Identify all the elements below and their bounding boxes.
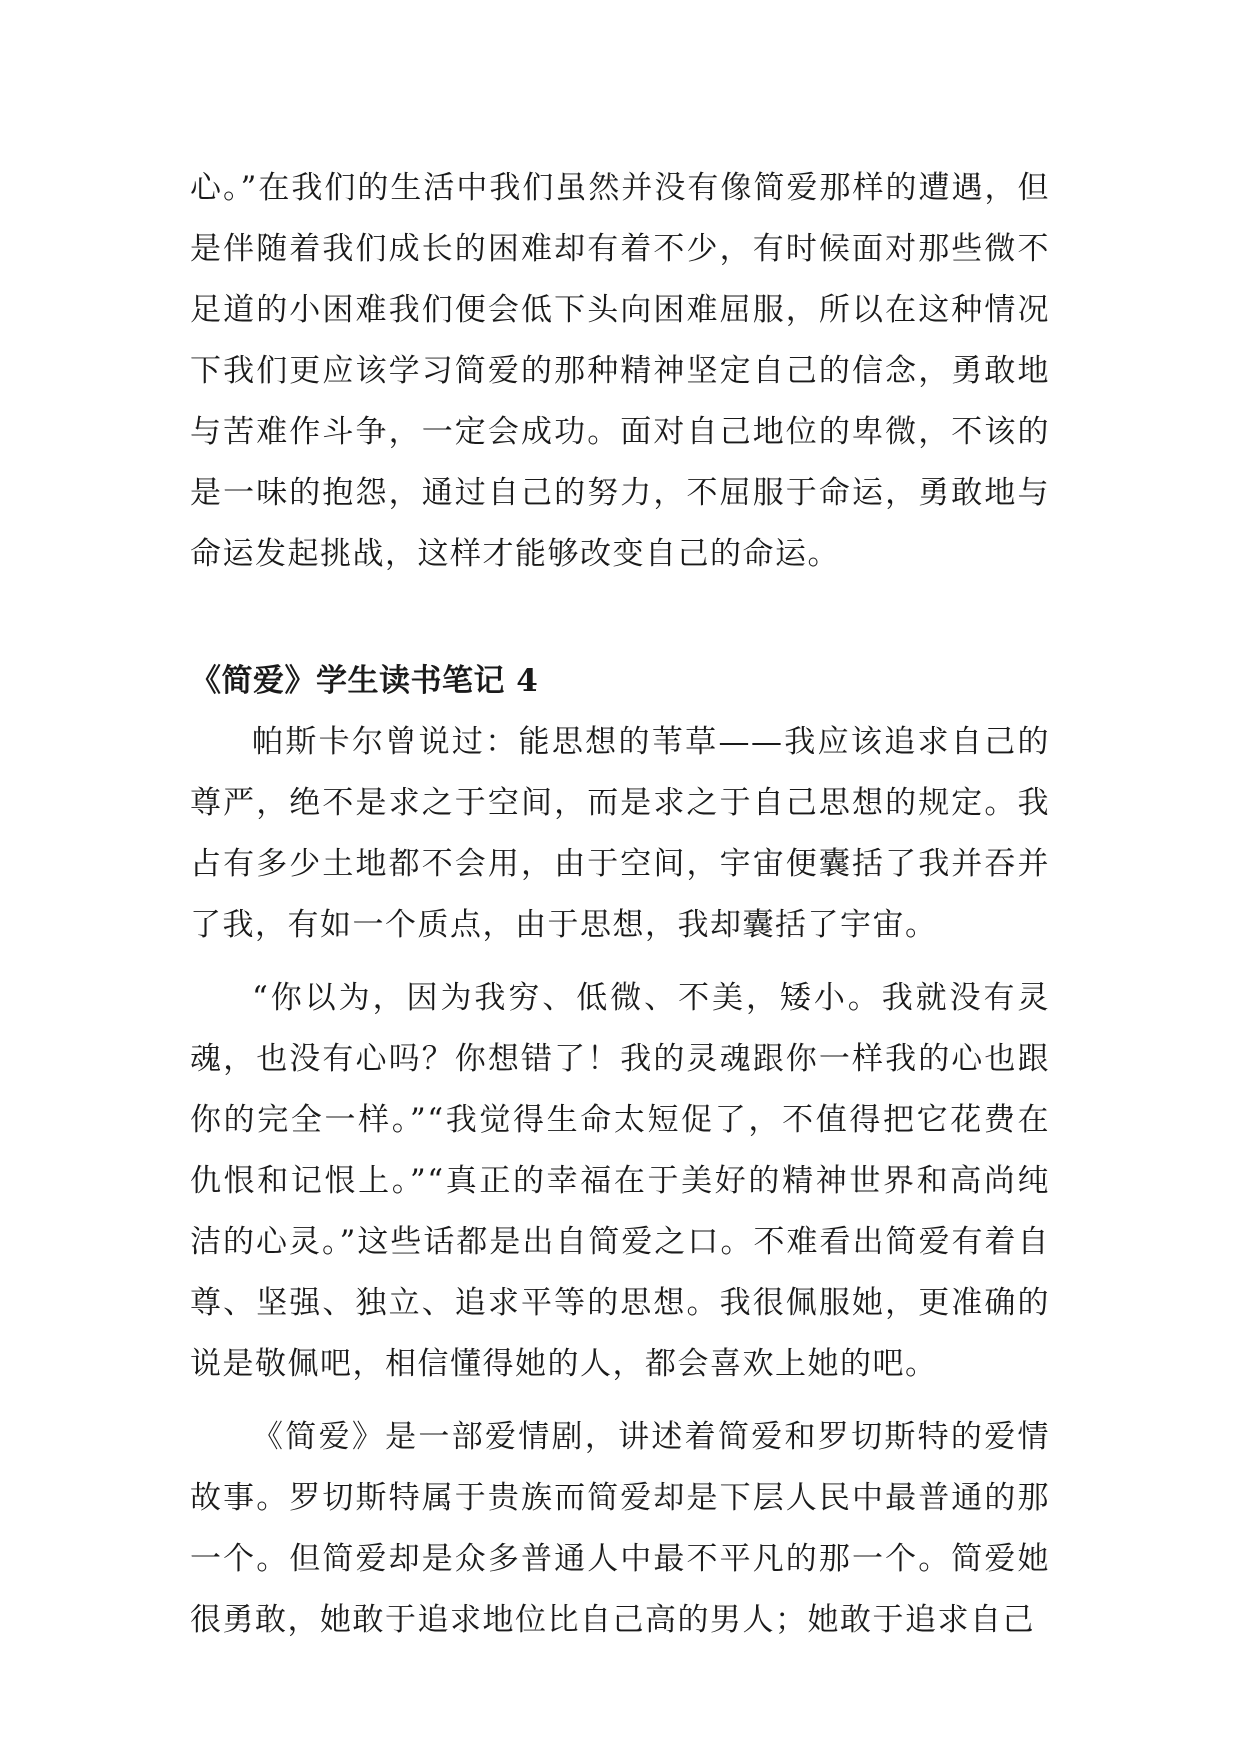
paragraph-3: 《简爱》是一部爱情剧，讲述着简爱和罗切斯特的爱情故事。罗切斯特属于贵族而简爱却是下层人民中最普通的那一个。但简爱却是众多普通人中最不平凡的那一个。简爱她很勇敢，她敢于追求地位比自己高的男人；她敢于追求自己 [190, 1419, 1050, 1638]
paragraph-1: 帕斯卡尔曾说过：能思想的苇草——我应该追求自己的尊严，绝不是求之于空间，而是求之于自己思想的规定。我占有多少土地都不会用，由于空间，宇宙便囊括了我并吞并了我，有如一个质点，由于思想，我却囊括了宇宙。 [190, 724, 1050, 943]
paragraph-2: “你以为，因为我穷、低微、不美，矮小。我就没有灵魂，也没有心吗？你想错了！我的灵魂跟你一样我的心也跟你的完全一样。”“我觉得生命太短促了，不值得把它花费在仇恨和记恨上。”“真正的幸福在于美好的精神世界和高尚纯洁的心灵。”这些话都是出自简爱之口。不难看出简爱有着自尊、坚强、独立、追求平等的思想。我很佩服她，更准确的说是敬佩吧，相信懂得她的人，都会喜欢上她的吧。 [190, 980, 1050, 1382]
document-page [190, 158, 1050, 1651]
paragraph-continued: 心。”在我们的生活中我们虽然并没有像简爱那样的遭遇，但是伴随着我们成长的困难却有着不少，有时候面对那些微不足道的小困难我们便会低下头向困难屈服，所以在这种情况下我们更应该学习简爱的那种精神坚定自己的信念，勇敢地与苦难作斗争，一定会成功。面对自己地位的卑微，不该的是一味的抱怨，通过自己的努力，不屈服于命运，勇敢地与命运发起挑战，这样才能够改变自己的命运。 [190, 170, 1050, 572]
section-title: 《简爱》学生读书笔记 4 [190, 663, 539, 699]
